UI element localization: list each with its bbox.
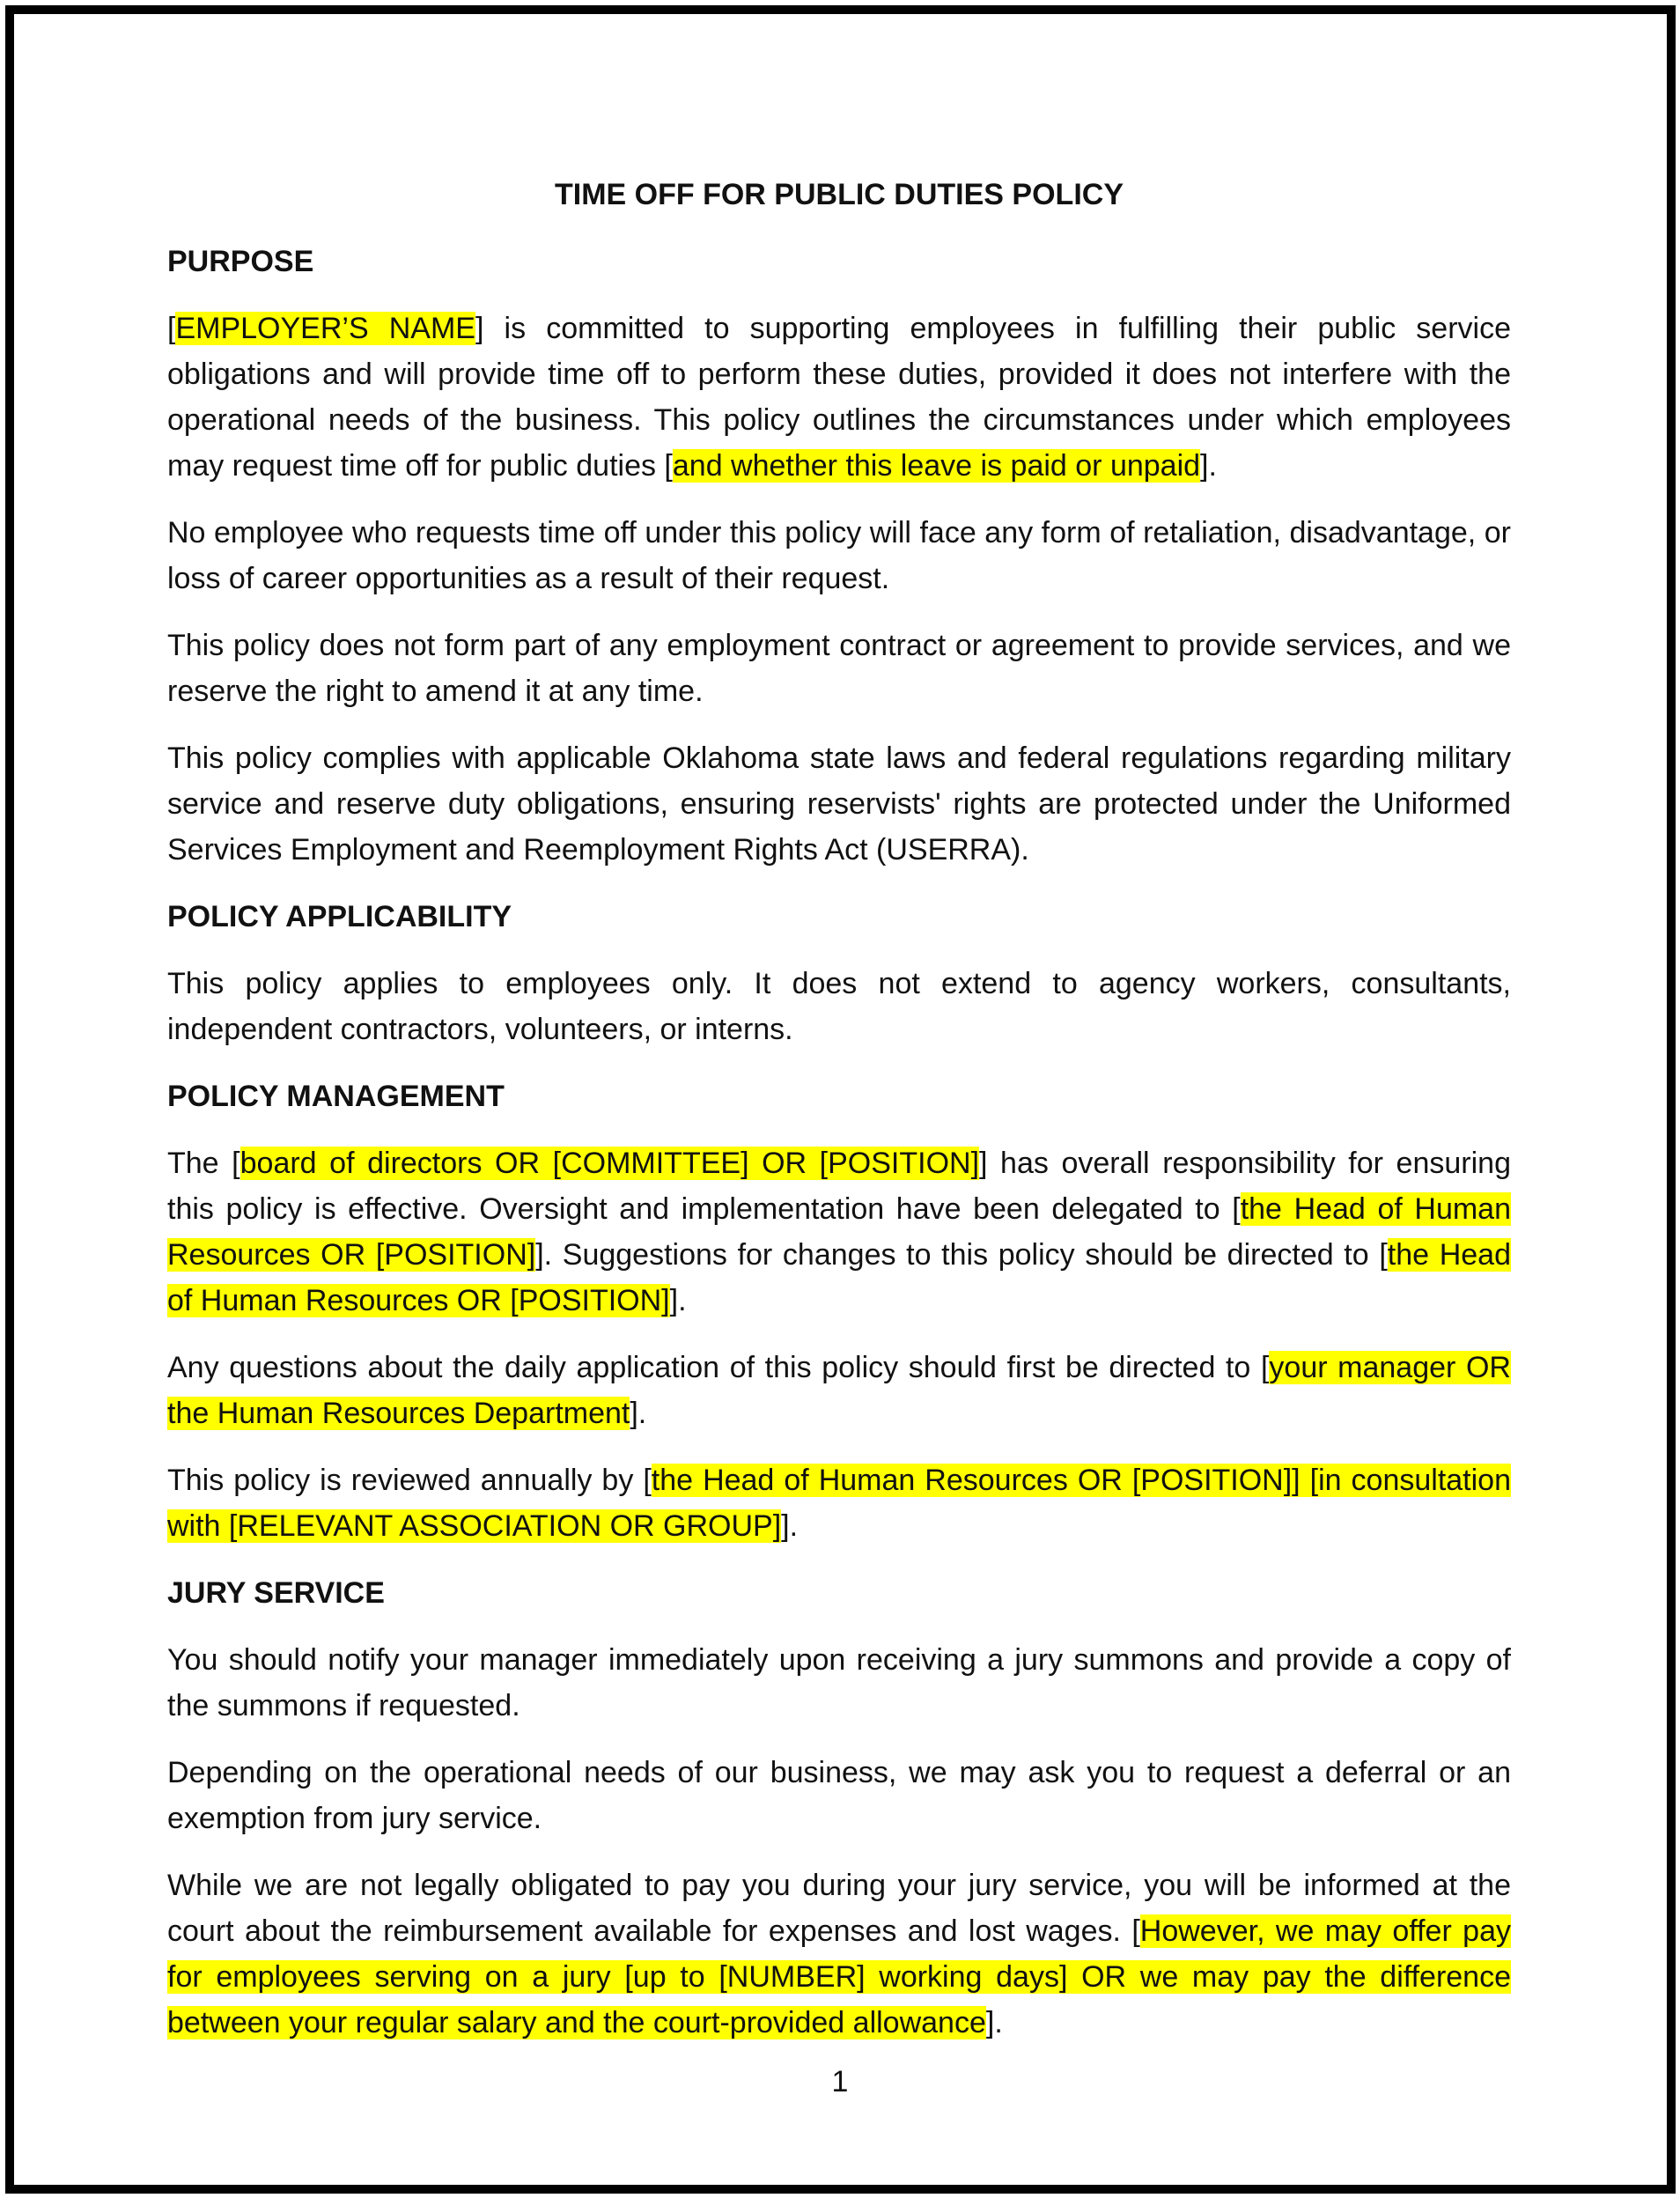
text-run: ]. [781,1509,799,1543]
text-run: No employee who requests time off under this policy will face any form of retaliation, disadvantage, or loss of career opportunities as a result of their request. [167,516,1511,595]
section-heading [167,894,1511,940]
paragraph [167,735,1511,873]
text-run: ]. [1200,449,1217,483]
text-run: ]. [630,1397,647,1430]
highlighted-text: and whether this leave is paid or unpaid [672,449,1201,483]
highlighted-text: the Head of Human Resources OR [POSITION] [167,1238,1511,1317]
highlighted-text: the Head of Human Resources OR [POSITION] [167,1192,1511,1272]
text-run: This policy is reviewed annually by [ [167,1464,652,1497]
text-run: ] has overall responsibility for ensuring this policy is effective. Oversight and implementation have been delegated to [ [167,1147,1511,1226]
text-run: POLICY MANAGEMENT [167,1080,505,1113]
document-content [167,172,1511,2067]
highlighted-text: EMPLOYER’S NAME [175,312,475,345]
highlighted-text: your manager OR the Human Resources Department [167,1351,1511,1430]
document-body [167,239,1511,2046]
section-heading [167,1073,1511,1119]
text-run: You should notify your manager immediately upon receiving a jury summons and provide a copy of the summons if requested. [167,1643,1511,1722]
text-run: Any questions about the daily application of this policy should first be directed to [ [167,1351,1270,1384]
paragraph [167,306,1511,489]
section-heading [167,239,1511,284]
paragraph [167,1457,1511,1549]
paragraph [167,1637,1511,1729]
text-run: JURY SERVICE [167,1576,385,1610]
section-heading [167,1570,1511,1616]
paragraph [167,1140,1511,1324]
text-run: [ [167,312,176,345]
paragraph [167,623,1511,714]
text-run: ] is committed to supporting employees in fulfilling their public service obligations and will provide time off to perform these duties, provided it does not interfere with the operational needs of the business. This policy outlines the circumstances under which employees may request time off for public duties [ [167,312,1512,483]
text-run: While we are not legally obligated to pay you during your jury service, you will be informed at the court about the reimbursement available for expenses and lost wages. [ [167,1869,1511,1948]
text-run: ]. Suggestions for changes to this policy should be directed to [ [535,1238,1388,1272]
highlighted-text: board of directors OR [COMMITTEE] OR [POSITION] [239,1147,980,1180]
page-number: 1 [831,2065,849,2098]
paragraph [167,1862,1511,2046]
text-run: ]. [985,2006,1003,2039]
text-run: PURPOSE [167,245,314,278]
text-run: This policy complies with applicable Oklahoma state laws and federal regulations regarding military service and reserve duty obligations, ensuring reservists' rights are protected under the Uniformed Services Employment and Reemployment Rights Act (USERRA). [167,741,1511,867]
document-title: TIME OFF FOR PUBLIC DUTIES POLICY [555,178,1124,211]
highlighted-text: the Head of Human Resources OR [POSITION]] [in consultation with [RELEVANT ASSOCIATION OR GROUP] [167,1464,1511,1543]
text-run: Depending on the operational needs of our business, we may ask you to request a deferral or an exemption from jury service. [167,1756,1511,1835]
text-run: This policy does not form part of any employment contract or agreement to provide services, and we reserve the right to amend it at any time. [167,629,1511,708]
paragraph [167,1345,1511,1436]
text-run: POLICY APPLICABILITY [167,900,512,933]
paragraph [167,961,1511,1052]
text-run: The [ [167,1147,240,1180]
paragraph [167,1750,1511,1841]
paragraph [167,510,1511,601]
text-run: ]. [669,1284,687,1317]
page-footer [0,2059,1680,2105]
highlighted-text: However, we may offer pay for employees serving on a jury [up to [NUMBER] working days] OR we may pay the difference between your regular salary and the court-provided allowance [167,1914,1511,2039]
text-run: This policy applies to employees only. It does not extend to agency workers, consultants, independent contractors, volunteers, or interns. [167,967,1511,1046]
